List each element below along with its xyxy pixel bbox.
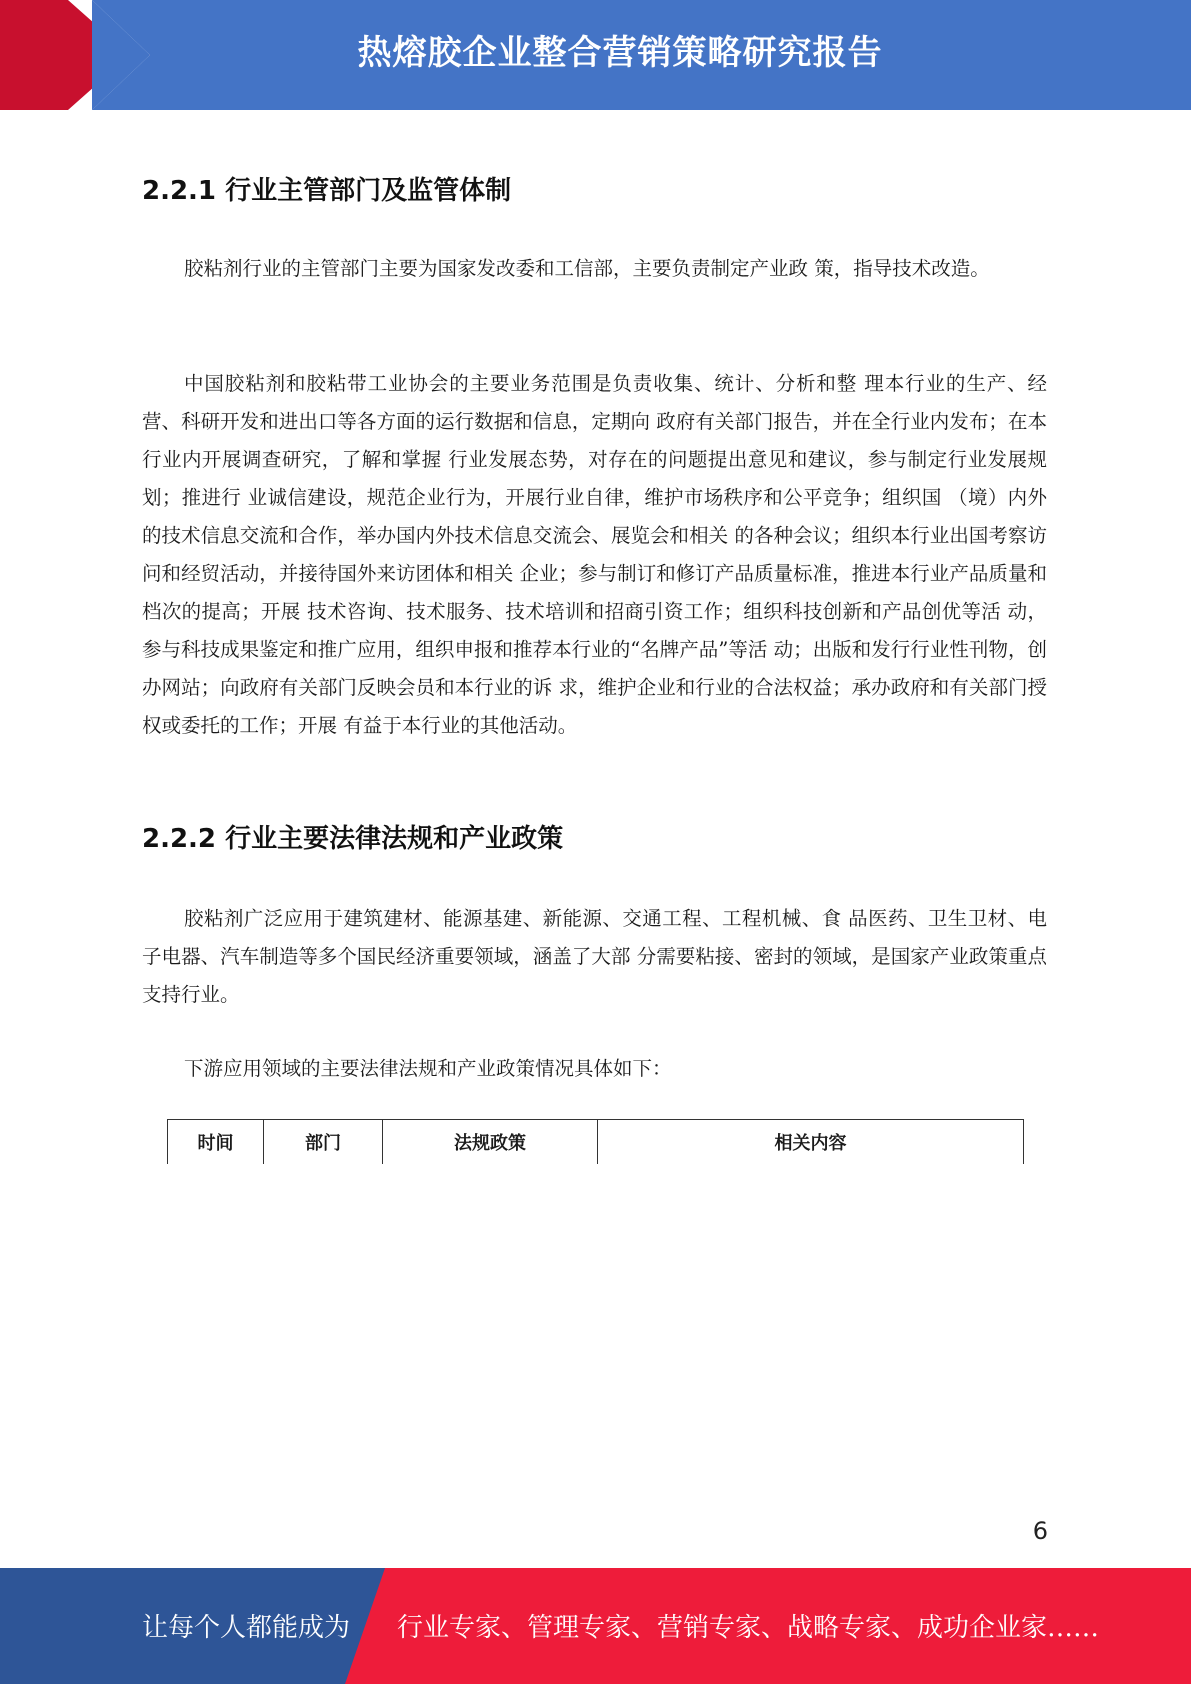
section-heading-2-2-1: 2.2.1 行业主管部门及监管体制 bbox=[142, 176, 512, 206]
paragraph: 胶粘剂广泛应用于建筑建材、能源基建、新能源、交通工程、工程机械、食 品医药、卫生卫材、电子电器、汽车制造等多个国民经济重要领域，涵盖了大部 分需要粘接、密封的领域，是国家产业政策重点支持行业。 bbox=[142, 907, 1047, 1006]
paragraph: 胶粘剂行业的主管部门主要为国家发改委和工信部，主要负责制定产业政 策，指导技术改造。 bbox=[184, 257, 990, 280]
policy-table bbox=[167, 1119, 1024, 1164]
column-header-content: 相关内容 bbox=[598, 1120, 1024, 1165]
report-title: 热熔胶企业整合营销策略研究报告 bbox=[357, 33, 883, 73]
table-header-row bbox=[168, 1120, 1024, 1165]
paragraph: 中国胶粘剂和胶粘带工业协会的主要业务范围是负责收集、统计、分析和整 理本行业的生产、经营、科研开发和进出口等各方面的运行数据和信息，定期向 政府有关部门报告，并在全行业内发布；在本行业内开展调查研究，了解和掌握 行业发展态势，对存在的问题提出意见和建议，参与制定行业发展规划；推进行 业诚信建设，规范企业行为，开展行业自律，维护市场秩序和公平竞争；组织国 （境）内外的技术信息交流和合作，举办国内外技术信息交流会、展览会和相关 的各种会议；组织本行业出国考察访问和经贸活动，并接待国外来访团体和相关 企业；参与制订和修订产品质量标准，推进本行业产品质量和档次的提高；开展 技术咨询、技术服务、技术培训和招商引资工作；组织科技创新和产品创优等活 动，参与科技成果鉴定和推广应用，组织申报和推荐本行业的“名牌产品”等活 动；出版和发行行业性刊物，创办网站；向政府有关部门反映会员和本行业的诉 求，维护企业和行业的合法权益；承办政府和有关部门授权或委托的工作；开展 有益于本行业的其他活动。 bbox=[142, 372, 1047, 737]
footer-slogan-left: 让每个人都能成为 bbox=[142, 1613, 351, 1643]
page-number: 6 bbox=[1032, 1517, 1048, 1545]
footer-slogan-right: 行业专家、管理专家、营销专家、战略专家、成功企业家…… bbox=[397, 1613, 1100, 1643]
paragraph: 下游应用领域的主要法律法规和产业政策情况具体如下： bbox=[184, 1057, 672, 1080]
page-footer bbox=[0, 1568, 1191, 1684]
page-header bbox=[0, 0, 1191, 110]
column-header-time: 时间 bbox=[168, 1120, 264, 1165]
column-header-department: 部门 bbox=[264, 1120, 383, 1165]
column-header-policy: 法规政策 bbox=[383, 1120, 598, 1165]
section-heading-2-2-2: 2.2.2 行业主要法律法规和产业政策 bbox=[142, 824, 564, 854]
